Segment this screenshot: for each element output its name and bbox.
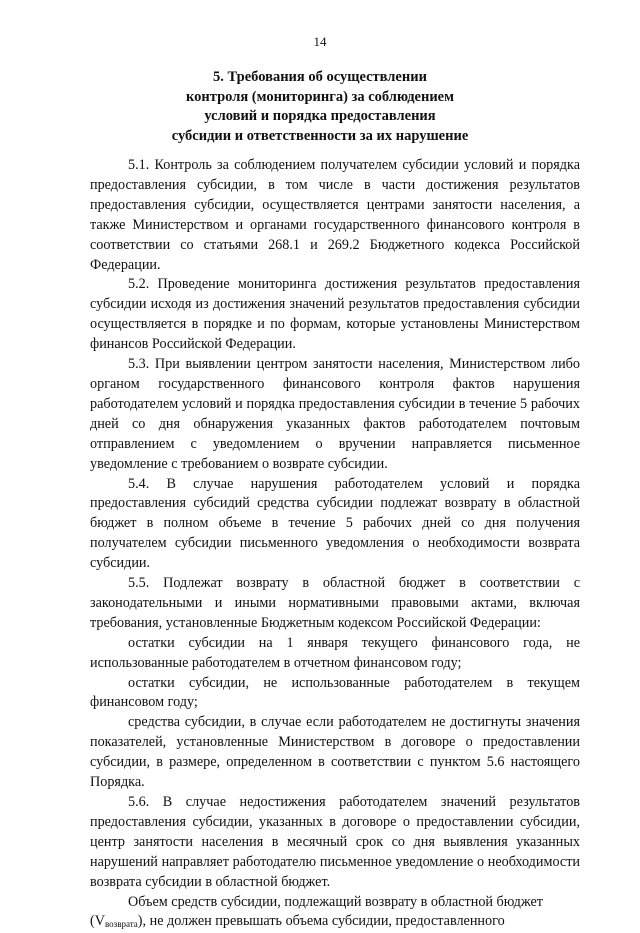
paragraph-5-6: 5.6. В случае недостижения работодателем значений результатов предоставления субсидии, указанных в договоре о предоставлении субсидии, центр занятости населения в месячный срок со дня выявления указанных нарушений направляет работодателю письменное уведомление о необходимости возврата субсидии в областной бюджет. [90,794,580,890]
list-item: остатки субсидии на 1 января текущего финансового года, не использованные работодателем в отчетном финансовом году; [90,634,580,671]
list-item: остатки субсидии, не использованные работодателем в текущем финансовом году; [90,674,580,711]
refund-variable: (V [90,913,105,930]
paragraph-refund-volume-continued [90,912,580,933]
document-body [90,156,580,933]
heading-line: субсидии и ответственности за их нарушение [171,127,469,144]
heading-line: 5. Требования об осуществлении [213,69,427,85]
paragraph-5-2: 5.2. Проведение мониторинга достижения результатов предоставления субсидии исходя из достижения значений результатов предоставления субсидии осуществляется в порядке и по формам, которые установлены Министерством финансов Российской Федерации. [90,276,580,353]
refund-variable-subscript: возврата [104,919,138,930]
paragraph-5-3: 5.3. При выявлении центром занятости населения, Министерством либо органом государственного финансового контроля фактов нарушения работодателем условий и порядка предоставления субсидии в течение 5 рабочих дней со дня обнаружения указанных фактов работодателем почтовым отправлением с уведомлением о вручении направляется письменное уведомление с требованием о возврате субсидии. [90,356,580,472]
paragraph-5-1: 5.1. Контроль за соблюдением получателем субсидии условий и порядка предоставления субсидии, в том числе в части достижения результатов предоставления субсидии, осуществляется центрами занятости населения, а также Министерством и органами государственного финансового контроля в соответствии со статьями 268.1 и 269.2 Бюджетного кодекса Российской Федерации. [90,157,580,273]
heading-line: контроля (мониторинга) за соблюдением [186,88,454,105]
section-heading [90,68,550,146]
paragraph-refund-volume: Объем средств субсидии, подлежащий возврату в областной бюджет [128,893,543,910]
heading-line: условий и порядка предоставления [204,108,436,124]
page-number: 14 [313,34,327,49]
paragraph-5-4: 5.4. В случае нарушения работодателем условий и порядка предоставления субсидий средства субсидии подлежат возврату в областной бюджет в полном объеме в течение 5 рабочих дней со дня получения получателем субсидии письменного уведомления о необходимости возврата субсидии. [90,475,580,572]
paragraph-5-5: 5.5. Подлежат возврату в областной бюджет в соответствии с законодательными и иными нормативными правовыми актами, включая требования, установленные Бюджетным кодексом Российской Федерации: [90,575,580,631]
refund-text: ), не должен превышать объема субсидии, предоставленного [137,913,505,930]
list-item: средства субсидии, в случае если работодателем не достигнуты значения показателей, установленные Министерством в договоре о предоставлении субсидии, в размере, определенном в соответствии с пунктом 5.6 настоящего Порядка. [90,714,580,791]
